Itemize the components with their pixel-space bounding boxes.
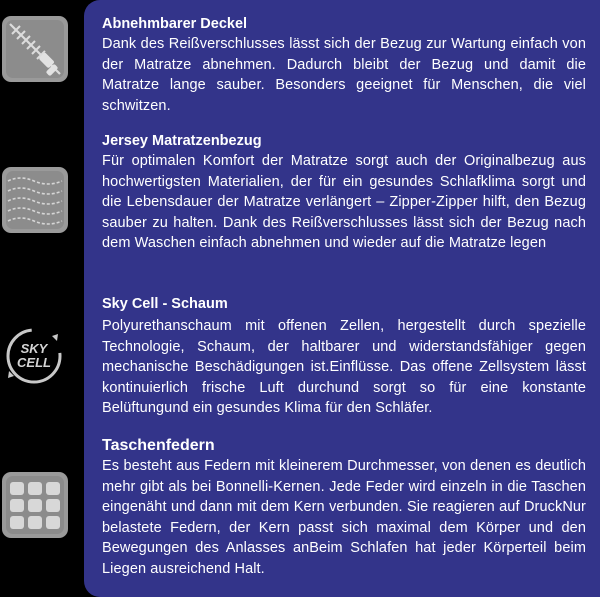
icon-column	[0, 0, 80, 597]
sky-cell-icon-text-bottom: CELL	[17, 355, 51, 370]
section-title: Abnehmbarer Deckel	[102, 16, 248, 32]
section-title: Sky Cell - Schaum	[102, 296, 228, 312]
section-text: Es besteht aus Federn mit kleinerem Durchmesser, von denen es deutlich mehr gibt als bei Bonnelli-Kernen. Jede Feder wird einzeln in die Taschen eingenäht und dann mit dem Kern verbunden. Sie reagieren auf DruckNur belastete Federn, der Kern passt sich maximal dem Körper und den Bewegungen des Anlasses anBeim Schlafen hat jeder Körperteil beim Liegen ausreichend Halt.	[102, 458, 586, 577]
section-text: Für optimalen Komfort der Matratze sorgt auch der Originalbezug aus hochwertigsten Materialien, der für ein gesundes Schlafklima sorgt und die Lebensdauer der Matratze verlängert – Zipper-Zipper hilft, den Bezug sauber zu halten. Dank des Reißverschlusses lässt sich der Bezug nach dem Waschen einfach abnehmen und wieder auf die Matratze legen	[102, 153, 586, 251]
section-text: Dank des Reißverschlusses lässt sich der Bezug zur Wartung einfach von der Matratze abnehmen. Dadurch bleibt der Bezug und damit die Matratze lange sauber. Besonders geeignet für Menschen, die viel schwitzen.	[102, 36, 586, 114]
section-text: Polyurethanschaum mit offenen Zellen, hergestellt durch spezielle Technologie, Schaum, der haltbarer und widerstandsfähiger gegen mechanische Beschädigungen ist.Einflüsse. Das offene Zellsystem lässt kontinuierlich frische Luft durchund sorgt so für eine konstante Belüftungund ein gesundes Klima für den Schläfer.	[102, 318, 586, 416]
section-jersey-cover	[102, 131, 586, 254]
pocket-springs-icon	[0, 470, 72, 542]
sky-cell-icon	[0, 320, 72, 392]
section-sky-cell-foam	[102, 294, 586, 419]
section-removable-cover	[102, 14, 586, 116]
section-title: Jersey Matratzenbezug	[102, 133, 262, 149]
zipper-icon	[0, 14, 72, 86]
content-panel	[84, 0, 600, 597]
section-title: Taschenfedern	[102, 437, 215, 454]
sky-cell-icon-text-top: SKY	[20, 341, 48, 356]
section-pocket-springs	[102, 436, 586, 579]
jersey-fabric-icon	[0, 165, 72, 237]
